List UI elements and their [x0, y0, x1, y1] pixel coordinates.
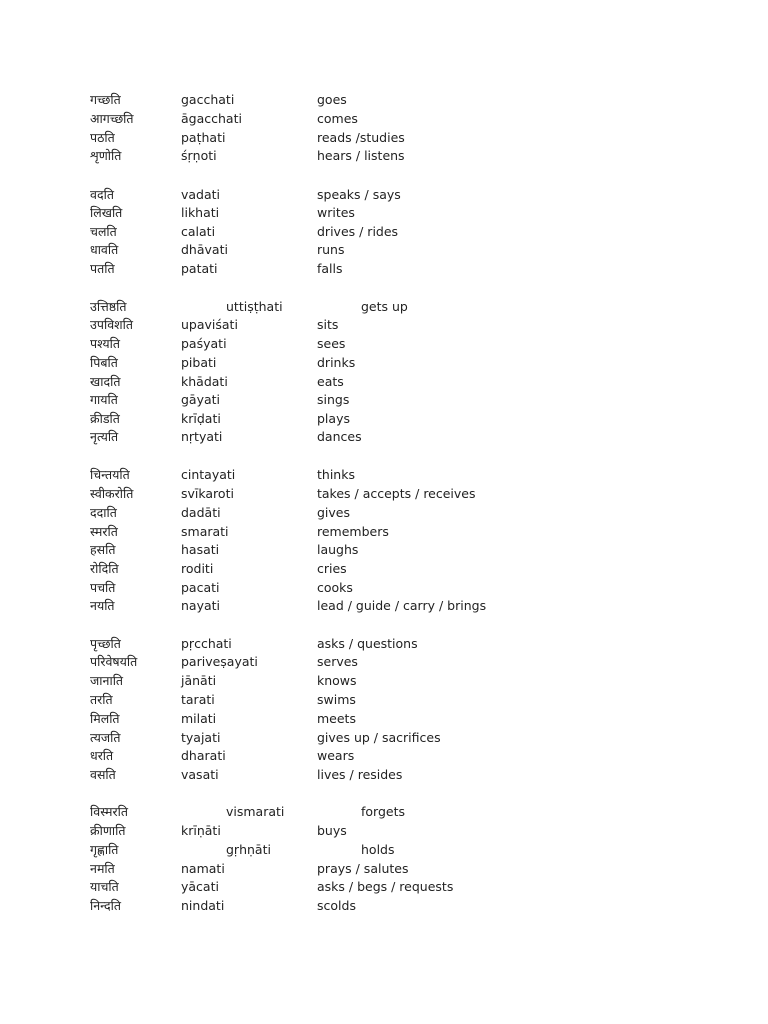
- transliteration: dhāvati: [181, 242, 228, 257]
- transliteration: pacati: [181, 580, 220, 595]
- verb-row: [0, 653, 768, 671]
- transliteration: roditi: [181, 561, 214, 576]
- meaning: swims: [317, 692, 356, 707]
- meaning: gets up: [361, 299, 408, 314]
- meaning: meets: [317, 711, 356, 726]
- devanagari-word: तरति: [90, 692, 113, 707]
- verb-row: [0, 560, 768, 578]
- transliteration: patati: [181, 261, 218, 276]
- devanagari-word: नृत्यति: [90, 429, 119, 444]
- meaning: gives: [317, 505, 351, 520]
- devanagari-word: शृणोति: [90, 148, 122, 163]
- verb-row: [0, 110, 768, 128]
- transliteration: dadāti: [181, 505, 221, 520]
- transliteration: khādati: [181, 374, 228, 389]
- transliteration: milati: [181, 711, 217, 726]
- transliteration: hasati: [181, 542, 220, 557]
- transliteration: namati: [181, 861, 225, 876]
- transliteration: calati: [181, 224, 216, 239]
- devanagari-word: पतति: [90, 261, 115, 276]
- transliteration: dharati: [181, 748, 226, 763]
- verb-row: [0, 91, 768, 109]
- transliteration: upaviśati: [181, 317, 238, 332]
- transliteration: nayati: [181, 598, 221, 613]
- meaning: laughs: [317, 542, 359, 557]
- verb-row: [0, 541, 768, 559]
- verb-row: [0, 841, 768, 859]
- transliteration: pibati: [181, 355, 217, 370]
- devanagari-word: स्वीकरोति: [90, 486, 134, 501]
- devanagari-word: उपविशति: [90, 317, 134, 332]
- meaning: forgets: [361, 804, 406, 819]
- devanagari-word: क्रीडति: [90, 411, 120, 426]
- verb-row: [0, 691, 768, 709]
- verb-row: [0, 466, 768, 484]
- devanagari-word: मिलति: [90, 711, 120, 726]
- transliteration: paśyati: [181, 336, 227, 351]
- meaning: takes / accepts / receives: [317, 486, 476, 501]
- meaning: comes: [317, 111, 358, 126]
- devanagari-word: चिन्तयति: [90, 467, 130, 482]
- devanagari-word: उत्तिष्ठति: [90, 299, 127, 314]
- devanagari-word: क्रीणाति: [90, 823, 126, 838]
- devanagari-word: वदति: [90, 187, 114, 202]
- verb-row: [0, 504, 768, 522]
- verb-row: [0, 523, 768, 541]
- verb-row: [0, 204, 768, 222]
- meaning: asks / begs / requests: [317, 879, 454, 894]
- meaning: lives / resides: [317, 767, 403, 782]
- devanagari-word: पिबति: [90, 355, 118, 370]
- transliteration: krīṇāti: [181, 823, 221, 838]
- transliteration: pariveṣayati: [181, 654, 258, 669]
- verb-row: [0, 428, 768, 446]
- transliteration: jānāti: [181, 673, 217, 688]
- transliteration: paṭhati: [181, 130, 226, 145]
- meaning: speaks / says: [317, 187, 401, 202]
- meaning: asks / questions: [317, 636, 418, 651]
- transliteration: krīḍati: [181, 411, 221, 426]
- devanagari-word: धावति: [90, 242, 119, 257]
- devanagari-word: धरति: [90, 748, 114, 763]
- meaning: sees: [317, 336, 346, 351]
- devanagari-word: त्यजति: [90, 730, 121, 745]
- devanagari-word: वसति: [90, 767, 116, 782]
- transliteration: vismarati: [226, 804, 285, 819]
- verb-row: [0, 747, 768, 765]
- meaning: serves: [317, 654, 358, 669]
- meaning: writes: [317, 205, 355, 220]
- verb-row: [0, 597, 768, 615]
- transliteration: tyajati: [181, 730, 221, 745]
- verb-row: [0, 260, 768, 278]
- meaning: plays: [317, 411, 350, 426]
- verb-row: [0, 410, 768, 428]
- devanagari-word: लिखति: [90, 205, 123, 220]
- verb-row: [0, 354, 768, 372]
- verb-row: [0, 710, 768, 728]
- meaning: dances: [317, 429, 362, 444]
- transliteration: gṛhṇāti: [226, 842, 271, 857]
- verb-row: [0, 298, 768, 316]
- devanagari-word: स्मरति: [90, 524, 118, 539]
- devanagari-word: नयति: [90, 598, 115, 613]
- meaning: runs: [317, 242, 345, 257]
- verb-row: [0, 803, 768, 821]
- transliteration: smarati: [181, 524, 229, 539]
- devanagari-word: पठति: [90, 130, 115, 145]
- devanagari-word: रोदिति: [90, 561, 119, 576]
- meaning: sings: [317, 392, 350, 407]
- verb-row: [0, 485, 768, 503]
- transliteration: likhati: [181, 205, 220, 220]
- devanagari-word: गृह्णाति: [90, 842, 119, 857]
- verb-row: [0, 766, 768, 784]
- transliteration: yācati: [181, 879, 219, 894]
- devanagari-word: पृच्छति: [90, 636, 121, 651]
- devanagari-word: पश्यति: [90, 336, 121, 351]
- meaning: goes: [317, 92, 347, 107]
- transliteration: nindati: [181, 898, 225, 913]
- transliteration: nṛtyati: [181, 429, 223, 444]
- verb-row: [0, 129, 768, 147]
- transliteration: uttiṣṭhati: [226, 299, 283, 314]
- meaning: thinks: [317, 467, 355, 482]
- devanagari-word: गच्छति: [90, 92, 121, 107]
- transliteration: cintayati: [181, 467, 236, 482]
- meaning: prays / salutes: [317, 861, 409, 876]
- devanagari-word: निन्दति: [90, 898, 122, 913]
- verb-row: [0, 860, 768, 878]
- devanagari-word: ददाति: [90, 505, 117, 520]
- verb-row: [0, 373, 768, 391]
- meaning: eats: [317, 374, 344, 389]
- meaning: hears / listens: [317, 148, 405, 163]
- devanagari-word: जानाति: [90, 673, 124, 688]
- devanagari-word: गायति: [90, 392, 118, 407]
- verb-row: [0, 391, 768, 409]
- verb-row: [0, 316, 768, 334]
- meaning: gives up / sacrifices: [317, 730, 441, 745]
- transliteration: āgacchati: [181, 111, 242, 126]
- verb-row: [0, 147, 768, 165]
- meaning: scolds: [317, 898, 356, 913]
- devanagari-word: हसति: [90, 542, 116, 557]
- meaning: drinks: [317, 355, 356, 370]
- meaning: holds: [361, 842, 395, 857]
- meaning: remembers: [317, 524, 389, 539]
- verb-row: [0, 223, 768, 241]
- devanagari-word: याचति: [90, 879, 119, 894]
- verb-row: [0, 897, 768, 915]
- transliteration: vadati: [181, 187, 221, 202]
- transliteration: pṛcchati: [181, 636, 232, 651]
- devanagari-word: खादति: [90, 374, 121, 389]
- verb-row: [0, 241, 768, 259]
- meaning: wears: [317, 748, 355, 763]
- verb-row: [0, 878, 768, 896]
- meaning: buys: [317, 823, 347, 838]
- meaning: sits: [317, 317, 339, 332]
- verb-row: [0, 579, 768, 597]
- transliteration: gacchati: [181, 92, 235, 107]
- verb-row: [0, 822, 768, 840]
- meaning: reads /studies: [317, 130, 405, 145]
- meaning: knows: [317, 673, 357, 688]
- devanagari-word: चलति: [90, 224, 117, 239]
- meaning: cooks: [317, 580, 353, 595]
- verb-row: [0, 635, 768, 653]
- meaning: drives / rides: [317, 224, 399, 239]
- verb-row: [0, 672, 768, 690]
- transliteration: tarati: [181, 692, 215, 707]
- verb-row: [0, 186, 768, 204]
- transliteration: śṛṇoti: [181, 148, 217, 163]
- devanagari-word: नमति: [90, 861, 115, 876]
- verb-row: [0, 335, 768, 353]
- devanagari-word: परिवेषयति: [90, 654, 138, 669]
- meaning: cries: [317, 561, 347, 576]
- transliteration: vasati: [181, 767, 219, 782]
- devanagari-word: पचति: [90, 580, 116, 595]
- devanagari-word: आगच्छति: [90, 111, 134, 126]
- devanagari-word: विस्मरति: [90, 804, 129, 819]
- transliteration: svīkaroti: [181, 486, 234, 501]
- verb-row: [0, 729, 768, 747]
- meaning: falls: [317, 261, 343, 276]
- meaning: lead / guide / carry / brings: [317, 598, 487, 613]
- transliteration: gāyati: [181, 392, 221, 407]
